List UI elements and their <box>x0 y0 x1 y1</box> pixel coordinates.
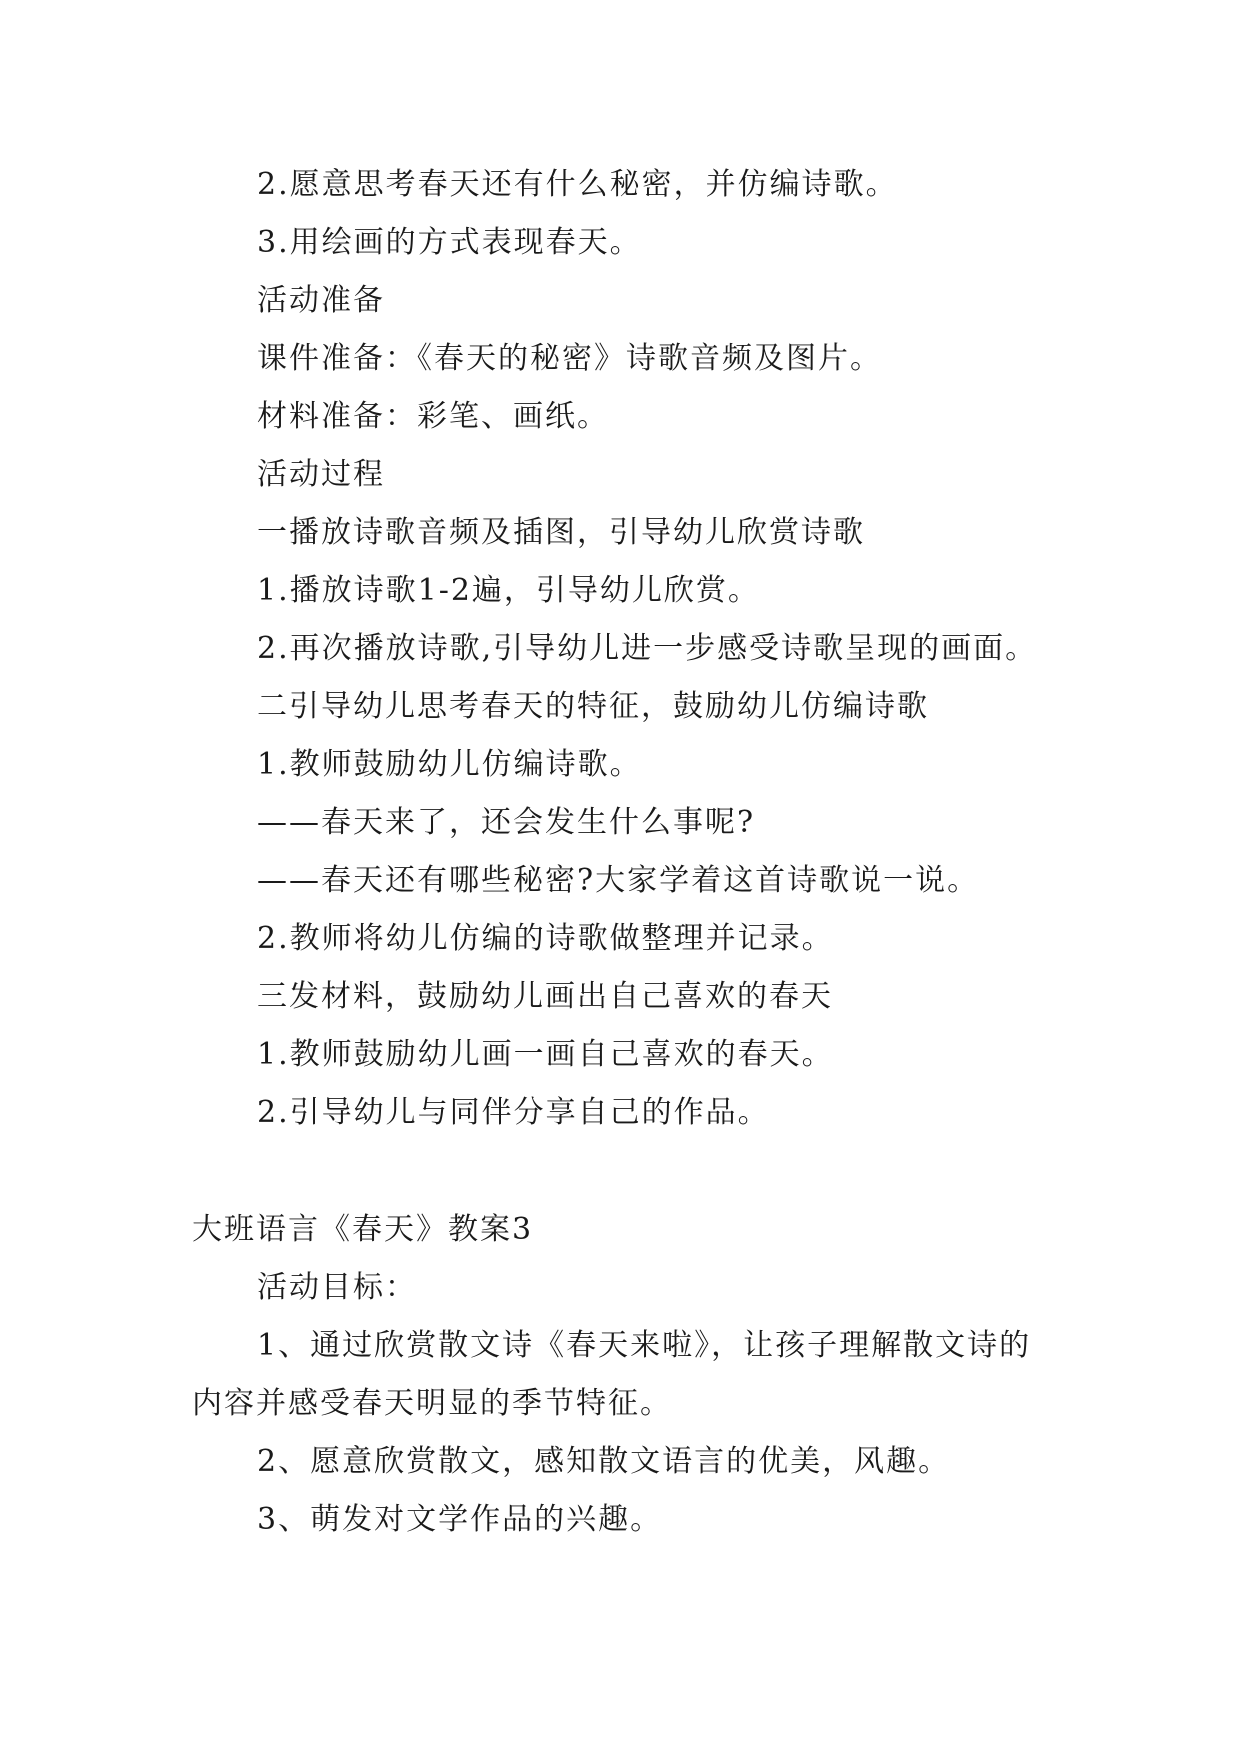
text-line: 二引导幼儿思考春天的特征，鼓励幼儿仿编诗歌 <box>257 689 929 724</box>
section-heading: 活动目标： <box>257 1270 417 1305</box>
text-line: 1.播放诗歌1-2遍，引导幼儿欣赏。 <box>257 573 760 608</box>
text-line: 课件准备：《春天的秘密》诗歌音频及图片。 <box>257 341 882 376</box>
text-line: 2.再次播放诗歌,引导幼儿进一步感受诗歌呈现的画面。 <box>257 631 1038 666</box>
text-line: 3.用绘画的方式表现春天。 <box>257 225 642 260</box>
text-line: 2、愿意欣赏散文，感知散文语言的优美，风趣。 <box>257 1444 951 1479</box>
text-line: ——春天来了，还会发生什么事呢? <box>257 805 756 840</box>
text-line: ——春天还有哪些秘密?大家学着这首诗歌说一说。 <box>257 863 980 898</box>
text-line: 1.教师鼓励幼儿画一画自己喜欢的春天。 <box>257 1037 834 1072</box>
section-heading: 活动准备 <box>257 283 385 318</box>
text-line: 2.愿意思考春天还有什么秘密，并仿编诗歌。 <box>257 167 898 202</box>
text-line: 内容并感受春天明显的季节特征。 <box>192 1386 672 1421</box>
document-title: 大班语言《春天》教案3 <box>192 1212 534 1247</box>
text-line: 三发材料，鼓励幼儿画出自己喜欢的春天 <box>257 979 833 1014</box>
text-line: 2.教师将幼儿仿编的诗歌做整理并记录。 <box>257 921 834 956</box>
text-line: 2.引导幼儿与同伴分享自己的作品。 <box>257 1095 770 1130</box>
section-heading: 活动过程 <box>257 457 385 492</box>
text-line: 1.教师鼓励幼儿仿编诗歌。 <box>257 747 642 782</box>
text-line: 1、通过欣赏散文诗《春天来啦》，让孩子理解散文诗的 <box>257 1328 1032 1363</box>
text-line: 材料准备：彩笔、画纸。 <box>257 399 609 434</box>
text-line: 一播放诗歌音频及插图，引导幼儿欣赏诗歌 <box>257 515 865 550</box>
text-line: 3、萌发对文学作品的兴趣。 <box>257 1502 663 1537</box>
